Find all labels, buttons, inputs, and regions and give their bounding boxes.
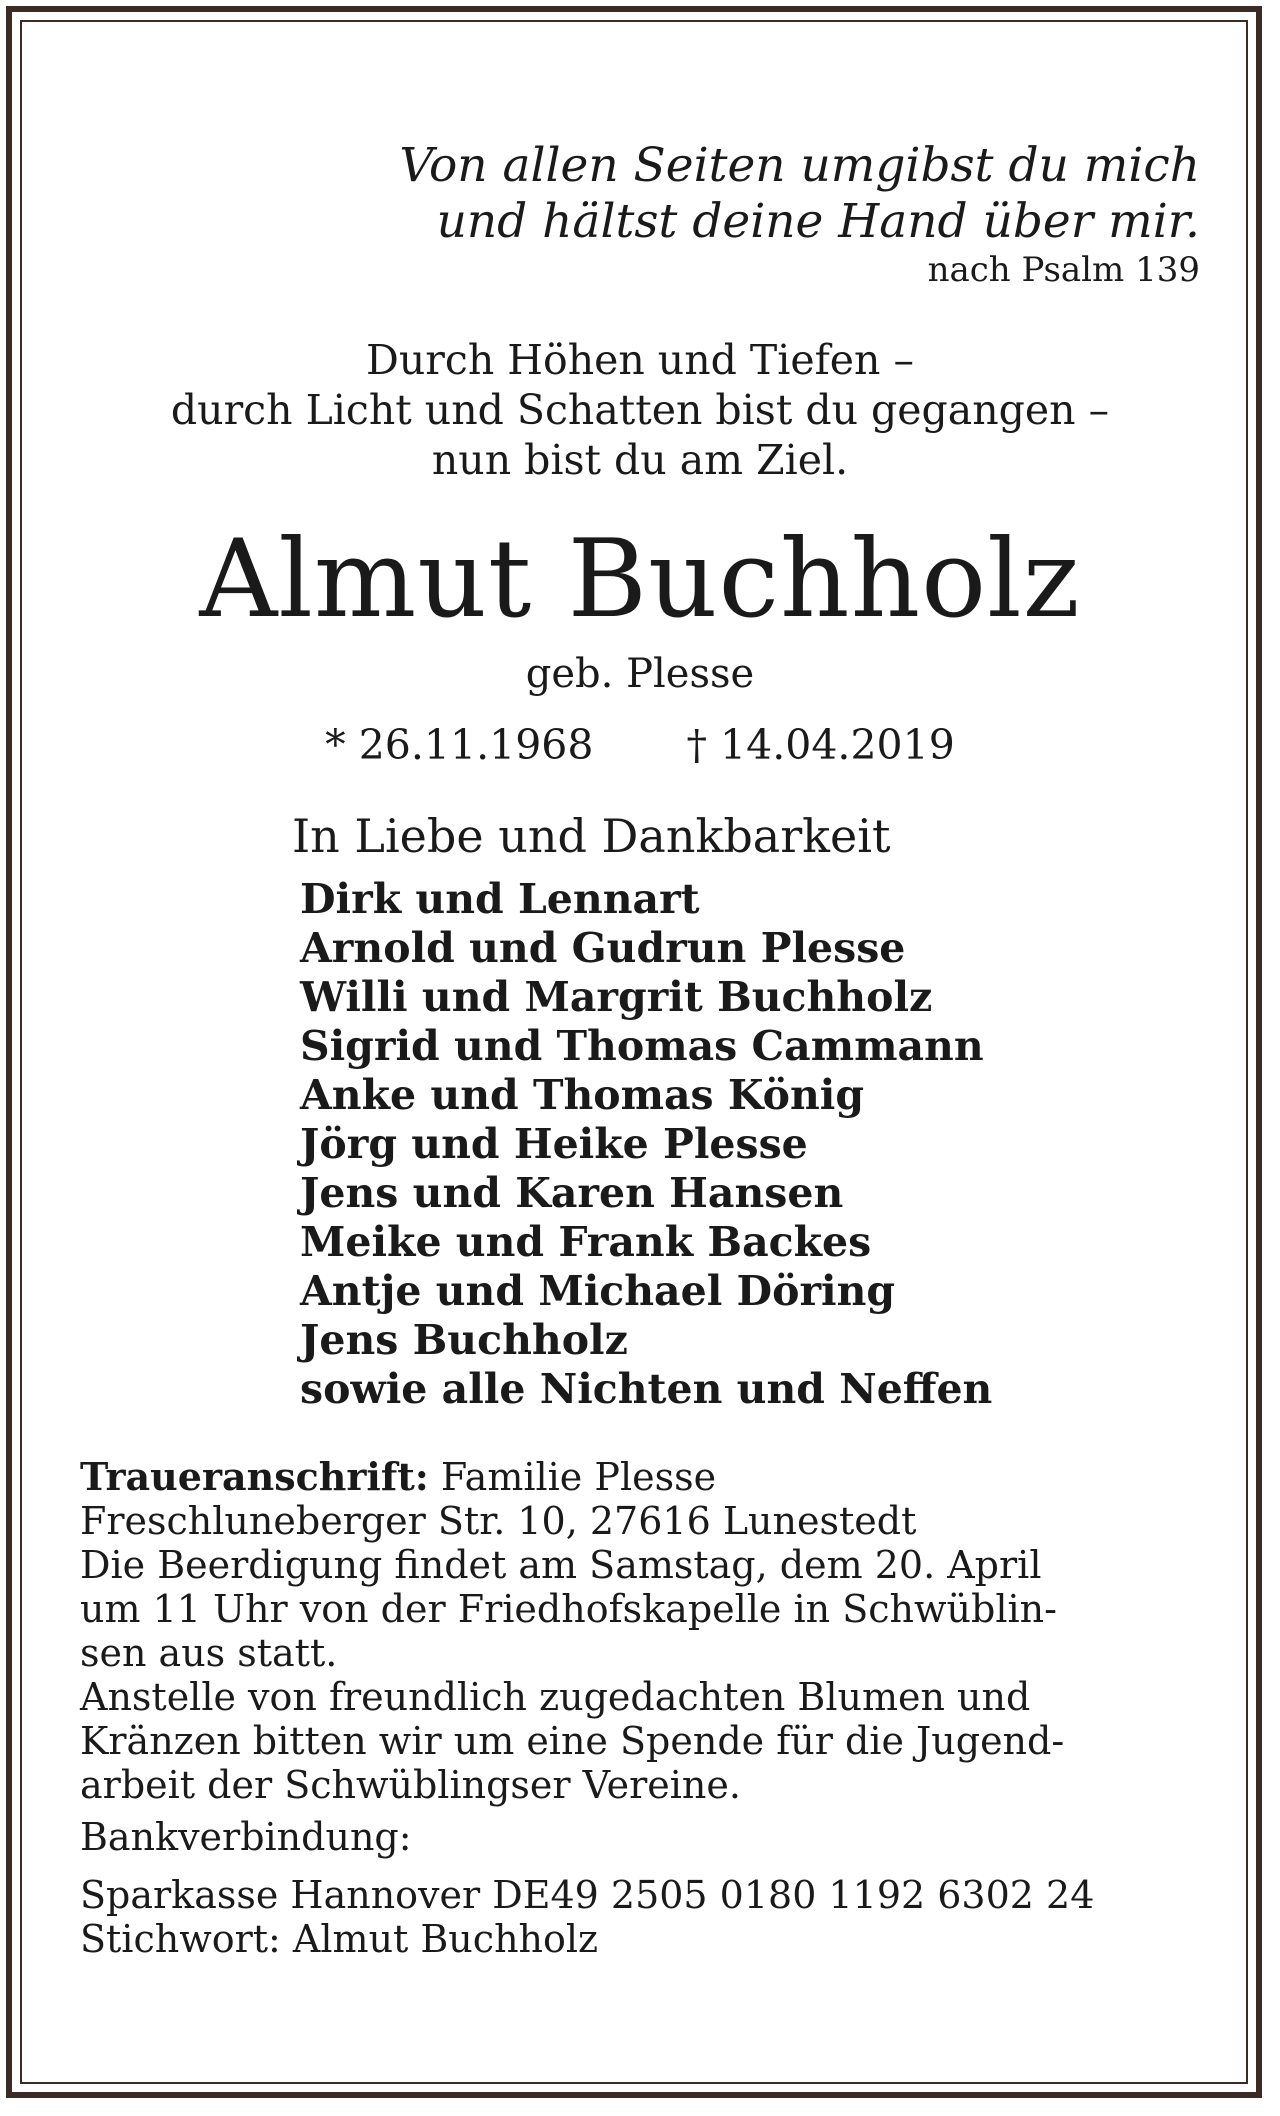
bible-motto: [399, 138, 1200, 250]
mourner: Antje und Michael Döring: [300, 1267, 896, 1315]
poem-line-2: durch Licht und Schatten bist du gegangen –: [170, 386, 1110, 434]
poem-line-3: nun bist du am Ziel.: [431, 436, 849, 484]
funeral-line-1: Die Beerdigung findet am Samstag, dem 20. April: [80, 1543, 1042, 1587]
motto-source: nach Psalm 139: [927, 250, 1200, 290]
address-family: Familie Plesse: [440, 1455, 717, 1499]
address-street: Freschluneberger Str. 10, 27616 Lunestedt: [80, 1499, 917, 1543]
born-name: geb. Plesse: [525, 651, 755, 697]
funeral-info: [80, 1455, 1210, 1961]
funeral-line-3: sen aus statt.: [80, 1631, 338, 1675]
life-dates: [0, 720, 1280, 770]
mourner: Jens und Karen Hansen: [300, 1169, 844, 1217]
donation-line-2: Kränzen bitten wir um eine Spende für die Jugend-: [80, 1719, 1065, 1763]
mourner: sowie alle Nichten und Neffen: [300, 1365, 993, 1413]
poem: [0, 335, 1280, 485]
mourner: Willi und Margrit Buchholz: [300, 973, 933, 1021]
donation-line-3: arbeit der Schwüblingser Vereine.: [80, 1763, 741, 1807]
mourner: Dirk und Lennart: [300, 875, 700, 923]
motto-line-1: Von allen Seiten umgibst du mich: [399, 138, 1200, 193]
mourner: Arnold und Gudrun Plesse: [300, 924, 906, 972]
donation-line-1: Anstelle von freundlich zugedachten Blumen und: [80, 1675, 1031, 1719]
funeral-line-2: um 11 Uhr von der Friedhofskapelle in Schwüblin-: [80, 1587, 1057, 1631]
mourners-list: [300, 875, 992, 1414]
birth-date: * 26.11.1968: [325, 721, 594, 769]
keyword: Stichwort: Almut Buchholz: [80, 1917, 599, 1961]
mourner: Jörg und Heike Plesse: [300, 1120, 808, 1168]
mourner: Meike und Frank Backes: [300, 1218, 872, 1266]
address-label: Traueranschrift:: [80, 1454, 429, 1499]
mourner: Sigrid und Thomas Cammann: [300, 1022, 984, 1070]
bank-details: Sparkasse Hannover DE49 2505 0180 1192 6302 24: [80, 1873, 1095, 1917]
address-line: [80, 1455, 1210, 1499]
mourner: Anke und Thomas König: [300, 1071, 865, 1119]
poem-line-1: Durch Höhen und Tiefen –: [365, 336, 914, 384]
death-date: † 14.04.2019: [686, 721, 955, 769]
deceased-name: Almut Buchholz: [199, 517, 1081, 642]
bank-label: Bankverbindung:: [80, 1815, 412, 1859]
motto-line-2: und hältst deine Hand über mir.: [436, 194, 1200, 249]
dedication: In Liebe und Dankbarkeit: [292, 809, 891, 863]
mourner: Jens Buchholz: [300, 1316, 628, 1364]
